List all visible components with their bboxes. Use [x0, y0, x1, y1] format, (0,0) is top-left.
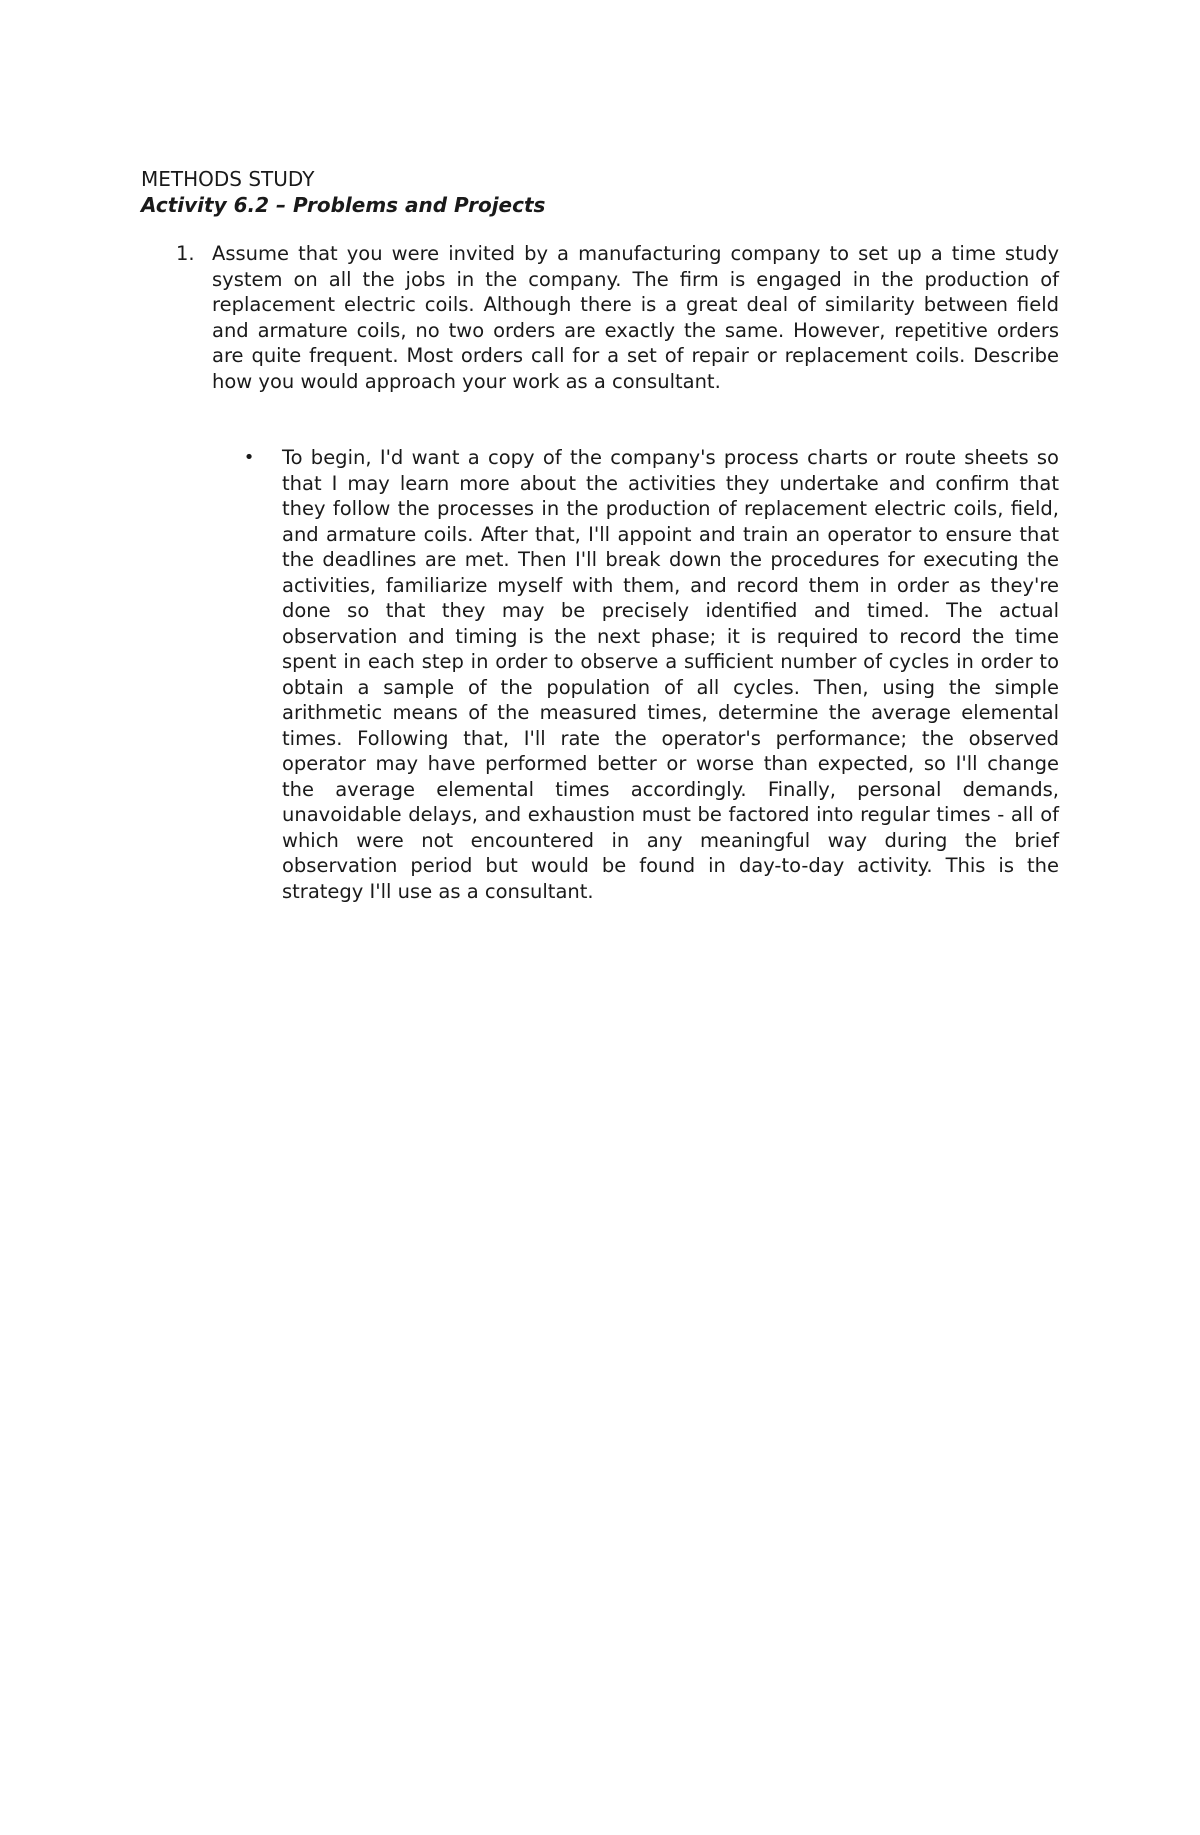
bullet-icon: •	[243, 447, 255, 468]
question-number: 1.	[176, 242, 195, 265]
answer-text: To begin, I'd want a copy of the company's process charts or route sheets so that I may learn more about the activities they undertake and confirm that they follow the processes in the production of replacement electric coils, field, and armature coils. After that, I'll appoint and train an operator to ensure that the deadlines are met. Then I'll break down the procedures for executing the activities, familiarize myself with them, and record them in order as they're done so that they may be precisely identified and timed. The actual observation and timing is the next phase; it is required to record the time spent in each step in order to observe a sufficient number of cycles in order to obtain a sample of the population of all cycles. Then, using the simple arithmetic means of the measured times, determine the average elemental times. Following that, I'll rate the operator's performance; the observed operator may have performed better or worse than expected, so I'll change the average elemental times accordingly. Finally, personal demands, unavoidable delays, and exhaustion must be factored into regular times - all of which were not encountered in any meaningful way during the brief observation period but would be found in day-to-day activity. This is the strategy I'll use as a consultant.	[282, 446, 1059, 903]
document-subtitle: Activity 6.2 – Problems and Projects	[141, 193, 546, 217]
document-title: METHODS STUDY	[141, 167, 315, 191]
question-text: Assume that you were invited by a manufacturing company to set up a time study system on all the jobs in the company. The firm is engaged in the production of replacement electric coils. Although there is a great deal of similarity between field and armature coils, no two orders are exactly the same. However, repetitive orders are quite frequent. Most orders call for a set of repair or replacement coils. Describe how you would approach your work as a consultant.	[212, 242, 1059, 393]
